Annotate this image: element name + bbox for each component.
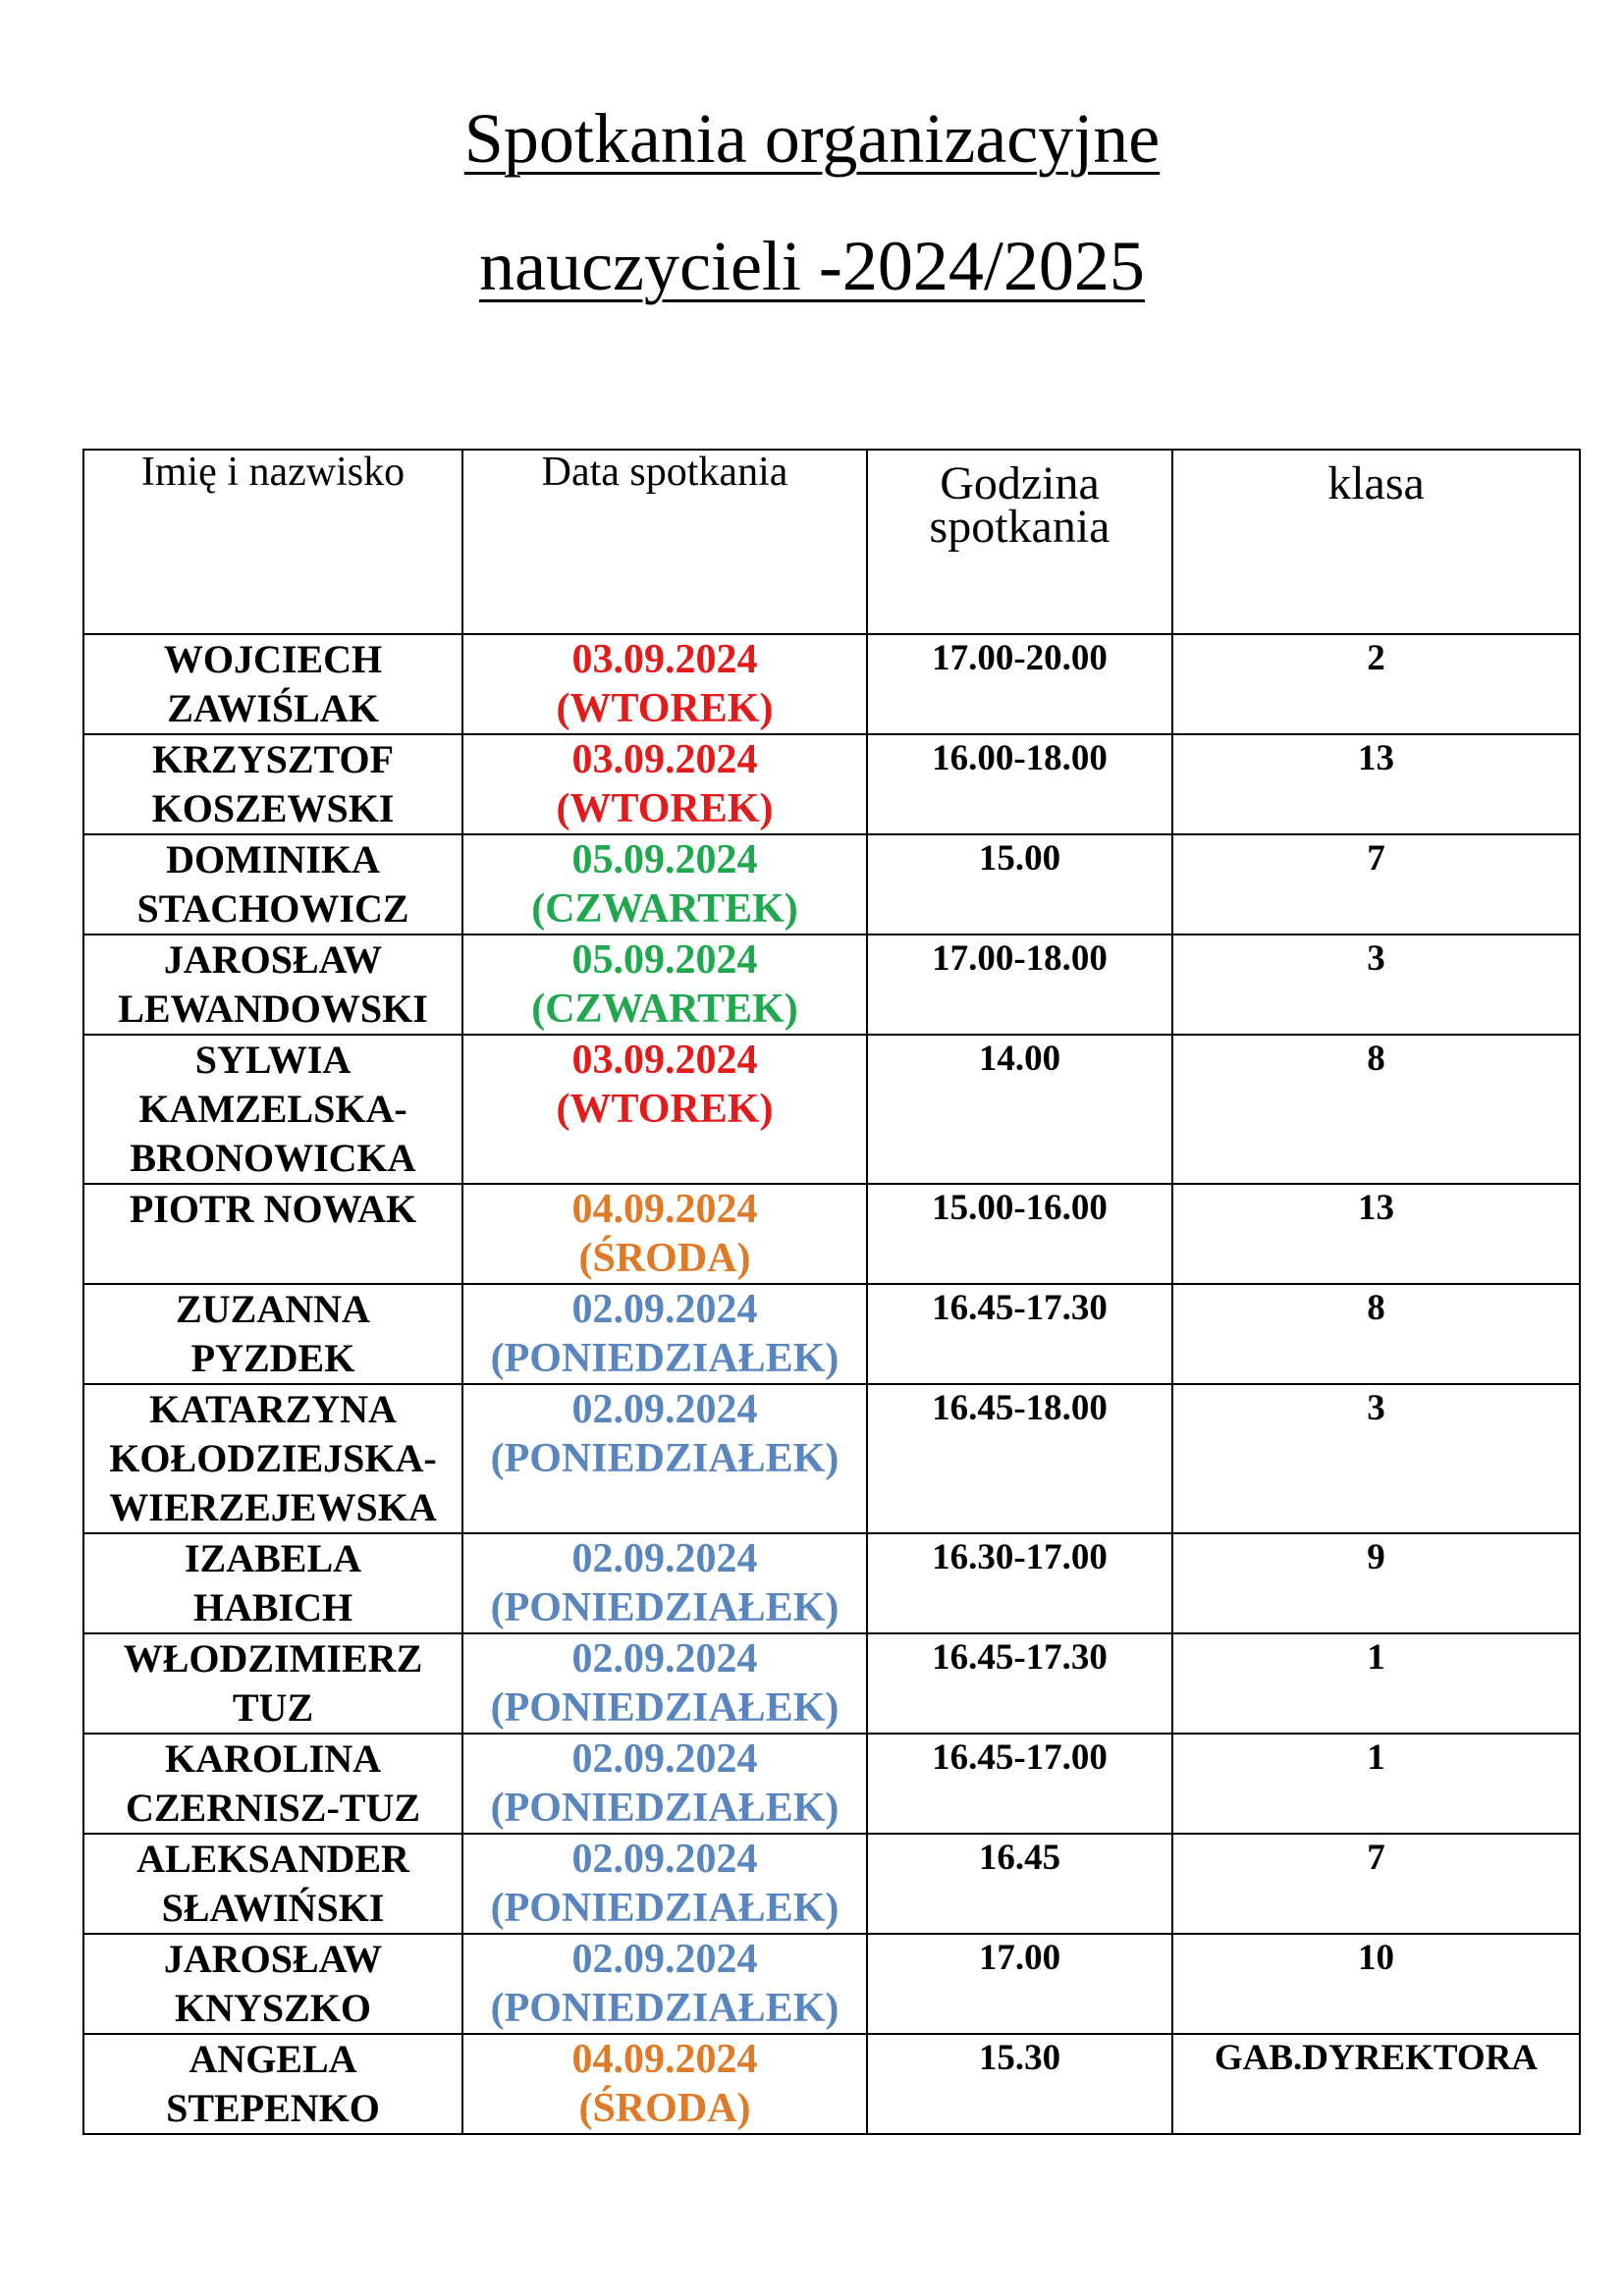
meeting-weekday: (CZWARTEK) [531,987,798,1032]
teacher-name: ZUZANNA PYZDEK [83,1284,462,1384]
table-row [83,1633,1580,1734]
document-title-line-2: nauczycieli -2024/2025 [479,227,1145,305]
meeting-weekday: (WTOREK) [556,686,774,731]
meeting-room: 9 [1172,1533,1580,1633]
meeting-time: 16.30-17.00 [867,1533,1172,1633]
header-name: Imię i nazwisko [83,450,462,634]
meeting-date-cell [462,1533,867,1633]
meeting-time: 14.00 [867,1035,1172,1184]
meeting-time: 16.00-18.00 [867,734,1172,834]
table-row [83,1035,1580,1184]
meeting-date: 05.09.2024 [571,937,758,983]
meeting-date: 02.09.2024 [571,1736,758,1782]
table-row [83,834,1580,934]
meeting-room: 2 [1172,634,1580,734]
meeting-room: 7 [1172,1834,1580,1934]
teacher-name: WŁODZIMIERZ TUZ [83,1633,462,1734]
teacher-name: KAROLINA CZERNISZ-TUZ [83,1734,462,1834]
meeting-date-cell [462,1035,867,1184]
document-title-line-1: Spotkania organizacyjne [463,99,1161,178]
meeting-date: 04.09.2024 [571,1187,758,1232]
meeting-weekday: (CZWARTEK) [531,886,798,932]
meeting-date-cell [462,1384,867,1533]
meeting-room: GAB.DYREKTORA [1172,2034,1580,2134]
table-row [83,1284,1580,1384]
meeting-room: 7 [1172,834,1580,934]
meeting-date: 02.09.2024 [571,1837,758,1882]
meeting-room: 13 [1172,734,1580,834]
meeting-date-cell [462,2034,867,2134]
meeting-date-cell [462,1284,867,1384]
table-row [83,734,1580,834]
meeting-room: 1 [1172,1633,1580,1734]
meeting-room: 8 [1172,1035,1580,1184]
meeting-date-cell [462,934,867,1035]
meeting-room: 8 [1172,1284,1580,1384]
header-klasa: klasa [1172,450,1580,634]
teacher-name: JAROSŁAW LEWANDOWSKI [83,934,462,1035]
meeting-weekday: (WTOREK) [556,786,774,831]
meeting-room: 1 [1172,1734,1580,1834]
meeting-room: 3 [1172,934,1580,1035]
meeting-time: 16.45-18.00 [867,1384,1172,1533]
meeting-date: 02.09.2024 [571,1937,758,1982]
table-header-row [83,450,1580,634]
meeting-room: 13 [1172,1184,1580,1284]
table-row [83,1834,1580,1934]
meeting-time: 15.00 [867,834,1172,934]
meeting-time: 16.45 [867,1834,1172,1934]
meeting-schedule-table [82,449,1581,2135]
meeting-date-cell [462,634,867,734]
table-row [83,2034,1580,2134]
meeting-date: 03.09.2024 [571,1038,758,1083]
meeting-date: 04.09.2024 [571,2037,758,2082]
teacher-name: JAROSŁAW KNYSZKO [83,1934,462,2034]
meeting-date-cell [462,1834,867,1934]
teacher-name: SYLWIA KAMZELSKA- BRONOWICKA [83,1035,462,1184]
meeting-date: 03.09.2024 [571,737,758,782]
meeting-date-cell [462,1934,867,2034]
table-row [83,934,1580,1035]
meeting-weekday: (PONIEDZIAŁEK) [490,1436,839,1481]
meeting-weekday: (ŚRODA) [578,2086,751,2131]
meeting-weekday: (PONIEDZIAŁEK) [490,1986,839,2031]
meeting-date: 02.09.2024 [571,1536,758,1581]
meeting-date-cell [462,734,867,834]
teacher-name: WOJCIECH ZAWIŚLAK [83,634,462,734]
teacher-name: KRZYSZTOF KOSZEWSKI [83,734,462,834]
meeting-date: 05.09.2024 [571,837,758,882]
header-date: Data spotkania [462,450,867,634]
meeting-time: 15.30 [867,2034,1172,2134]
meeting-weekday: (PONIEDZIAŁEK) [490,1786,839,1831]
meeting-time: 16.45-17.30 [867,1633,1172,1734]
table-row [83,1734,1580,1834]
teacher-name: IZABELA HABICH [83,1533,462,1633]
teacher-name: ALEKSANDER SŁAWIŃSKI [83,1834,462,1934]
meeting-room: 3 [1172,1384,1580,1533]
meeting-date: 02.09.2024 [571,1636,758,1682]
meeting-date-cell [462,834,867,934]
meeting-time: 15.00-16.00 [867,1184,1172,1284]
table-row [83,1184,1580,1284]
table-row [83,1384,1580,1533]
meeting-time: 17.00 [867,1934,1172,2034]
meeting-date: 02.09.2024 [571,1387,758,1432]
header-time: Godzina spotkania [867,450,1172,634]
teacher-name: PIOTR NOWAK [83,1184,462,1284]
meeting-weekday: (WTOREK) [556,1087,774,1132]
meeting-time: 16.45-17.30 [867,1284,1172,1384]
teacher-name: DOMINIKA STACHOWICZ [83,834,462,934]
teacher-name: KATARZYNA KOŁODZIEJSKA- WIERZEJEWSKA [83,1384,462,1533]
meeting-date: 03.09.2024 [571,637,758,682]
teacher-name: ANGELA STEPENKO [83,2034,462,2134]
table-row [83,1934,1580,2034]
meeting-weekday: (PONIEDZIAŁEK) [490,1886,839,1931]
meeting-weekday: (PONIEDZIAŁEK) [490,1585,839,1630]
meeting-date: 02.09.2024 [571,1287,758,1332]
meeting-room: 10 [1172,1934,1580,2034]
meeting-time: 17.00-18.00 [867,934,1172,1035]
meeting-time: 17.00-20.00 [867,634,1172,734]
meeting-time: 16.45-17.00 [867,1734,1172,1834]
meeting-weekday: (PONIEDZIAŁEK) [490,1685,839,1731]
table-row [83,1533,1580,1633]
meeting-date-cell [462,1734,867,1834]
meeting-weekday: (ŚRODA) [578,1236,751,1281]
meeting-weekday: (PONIEDZIAŁEK) [490,1336,839,1381]
table-row [83,634,1580,734]
meeting-date-cell [462,1633,867,1734]
meeting-date-cell [462,1184,867,1284]
